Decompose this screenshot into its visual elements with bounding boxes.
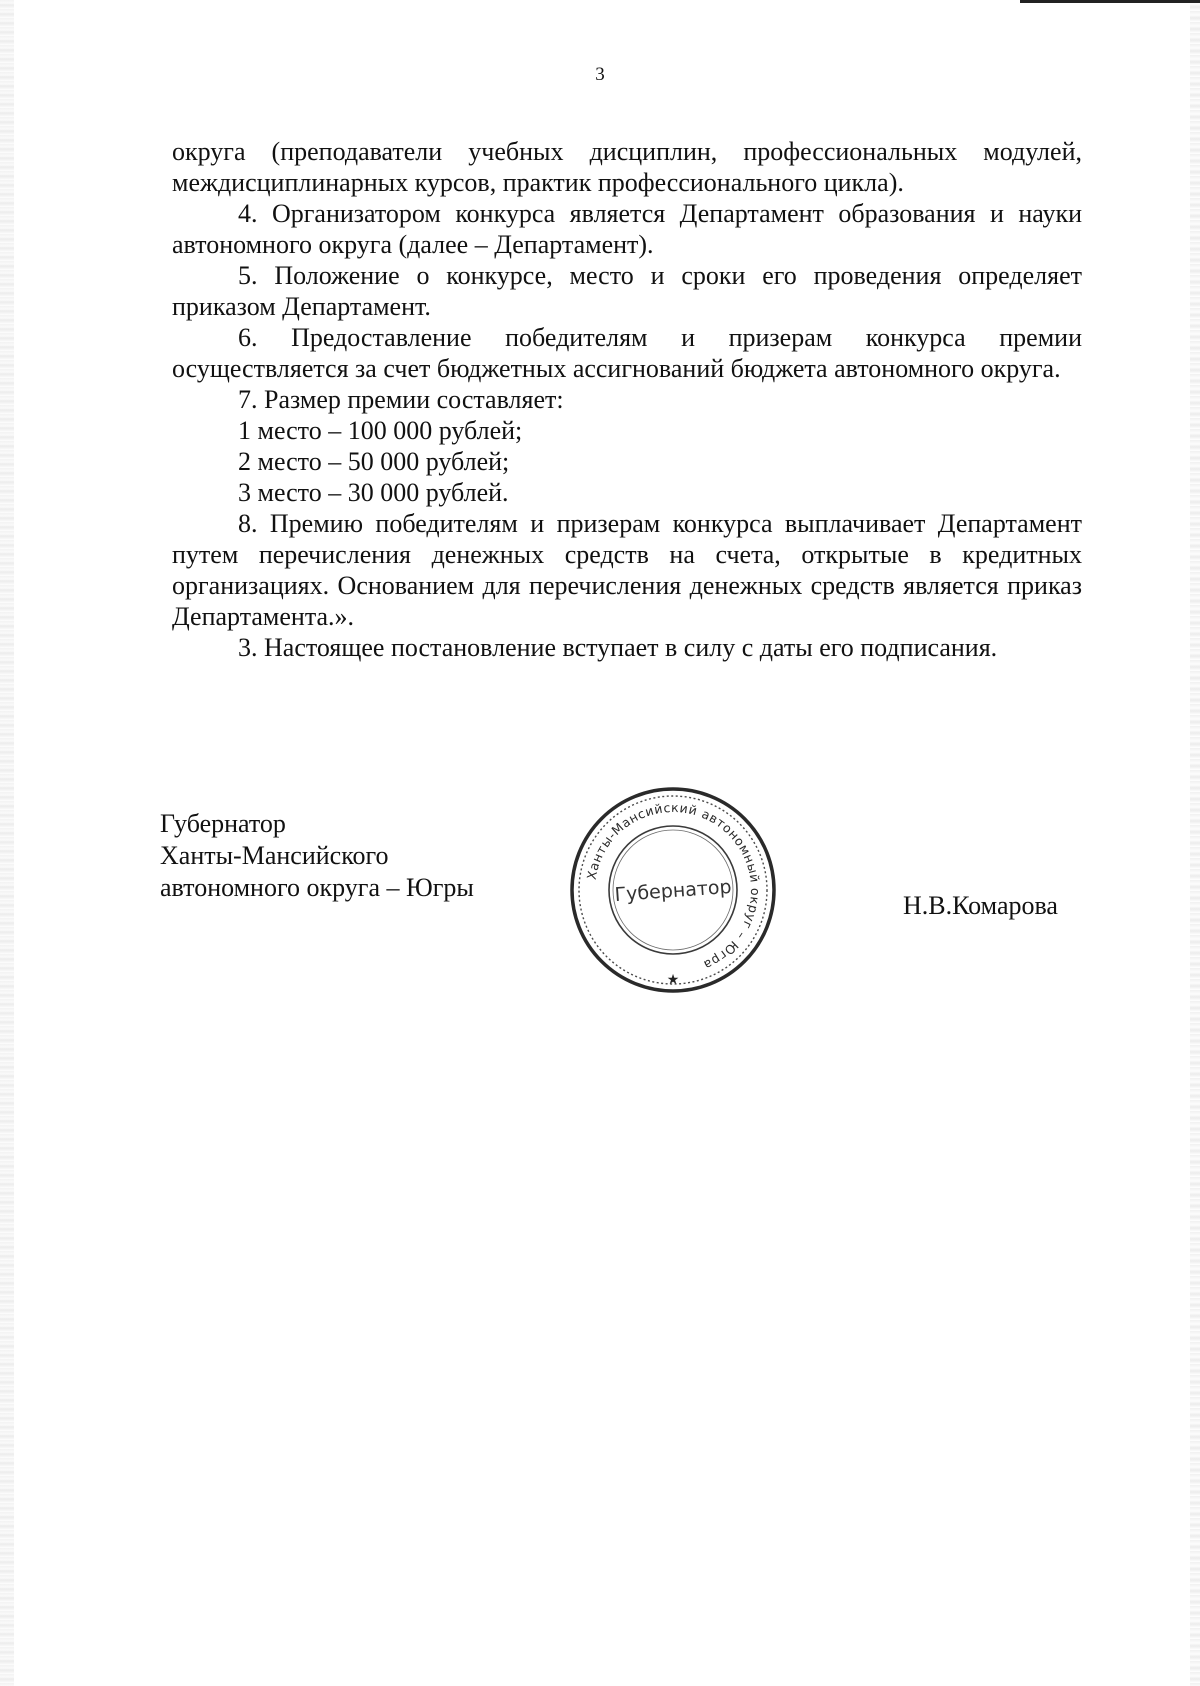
paragraph-continuation: округа (преподаватели учебных дисциплин, профессиональных модулей, междисциплинарных курсов, практик профессионального цикла). [172,137,1082,197]
page-number: 3 [595,64,605,85]
paragraph-effective-date: 3. Настоящее постановление вступает в силу с даты его подписания. [238,633,998,662]
prize-first-place: 1 место – 100 000 рублей; [238,416,523,445]
paragraph-payment: 8. Премию победителям и призерам конкурса выплачивает Департамент путем перечисления денежных средств на счета, открытые в кредитных организациях. Основанием для перечисления денежных средств является приказ Департамента.». [172,509,1082,631]
signer-title-line: Губернатор [160,809,286,838]
prize-third-place: 3 место – 30 000 рублей. [238,478,509,507]
paragraph-regulation: 5. Положение о конкурсе, место и сроки его проведения определяет приказом Департамент. [172,261,1082,321]
document-body [172,136,1082,663]
paragraph-prize-size: 7. Размер премии составляет: [238,385,564,414]
signer-title-line: автономного округа – Югры [160,873,474,902]
paragraph-funding: 6. Предоставление победителям и призерам конкурса премии осуществляется за счет бюджетных ассигнований бюджета автономного округа. [172,323,1082,383]
seal-star-icon: ★ [666,972,680,988]
scan-edge-left [0,0,14,1686]
signer-title-line: Ханты-Мансийского [160,841,389,870]
prize-second-place: 2 место – 50 000 рублей; [238,447,510,476]
seal-center-text: Губернатор [613,875,733,907]
scan-edge-right [1190,0,1200,1686]
paragraph-organizer: 4. Организатором конкурса является Департамент образования и науки автономного округа (далее – Департамент). [172,199,1082,259]
scan-top-line [1020,0,1200,3]
signature-block [160,808,474,904]
official-seal [567,784,779,996]
seal-ring-text: Ханты-Мансийский автономный округ – Югра [583,799,764,974]
signer-name: Н.В.Комарова [903,891,1058,920]
